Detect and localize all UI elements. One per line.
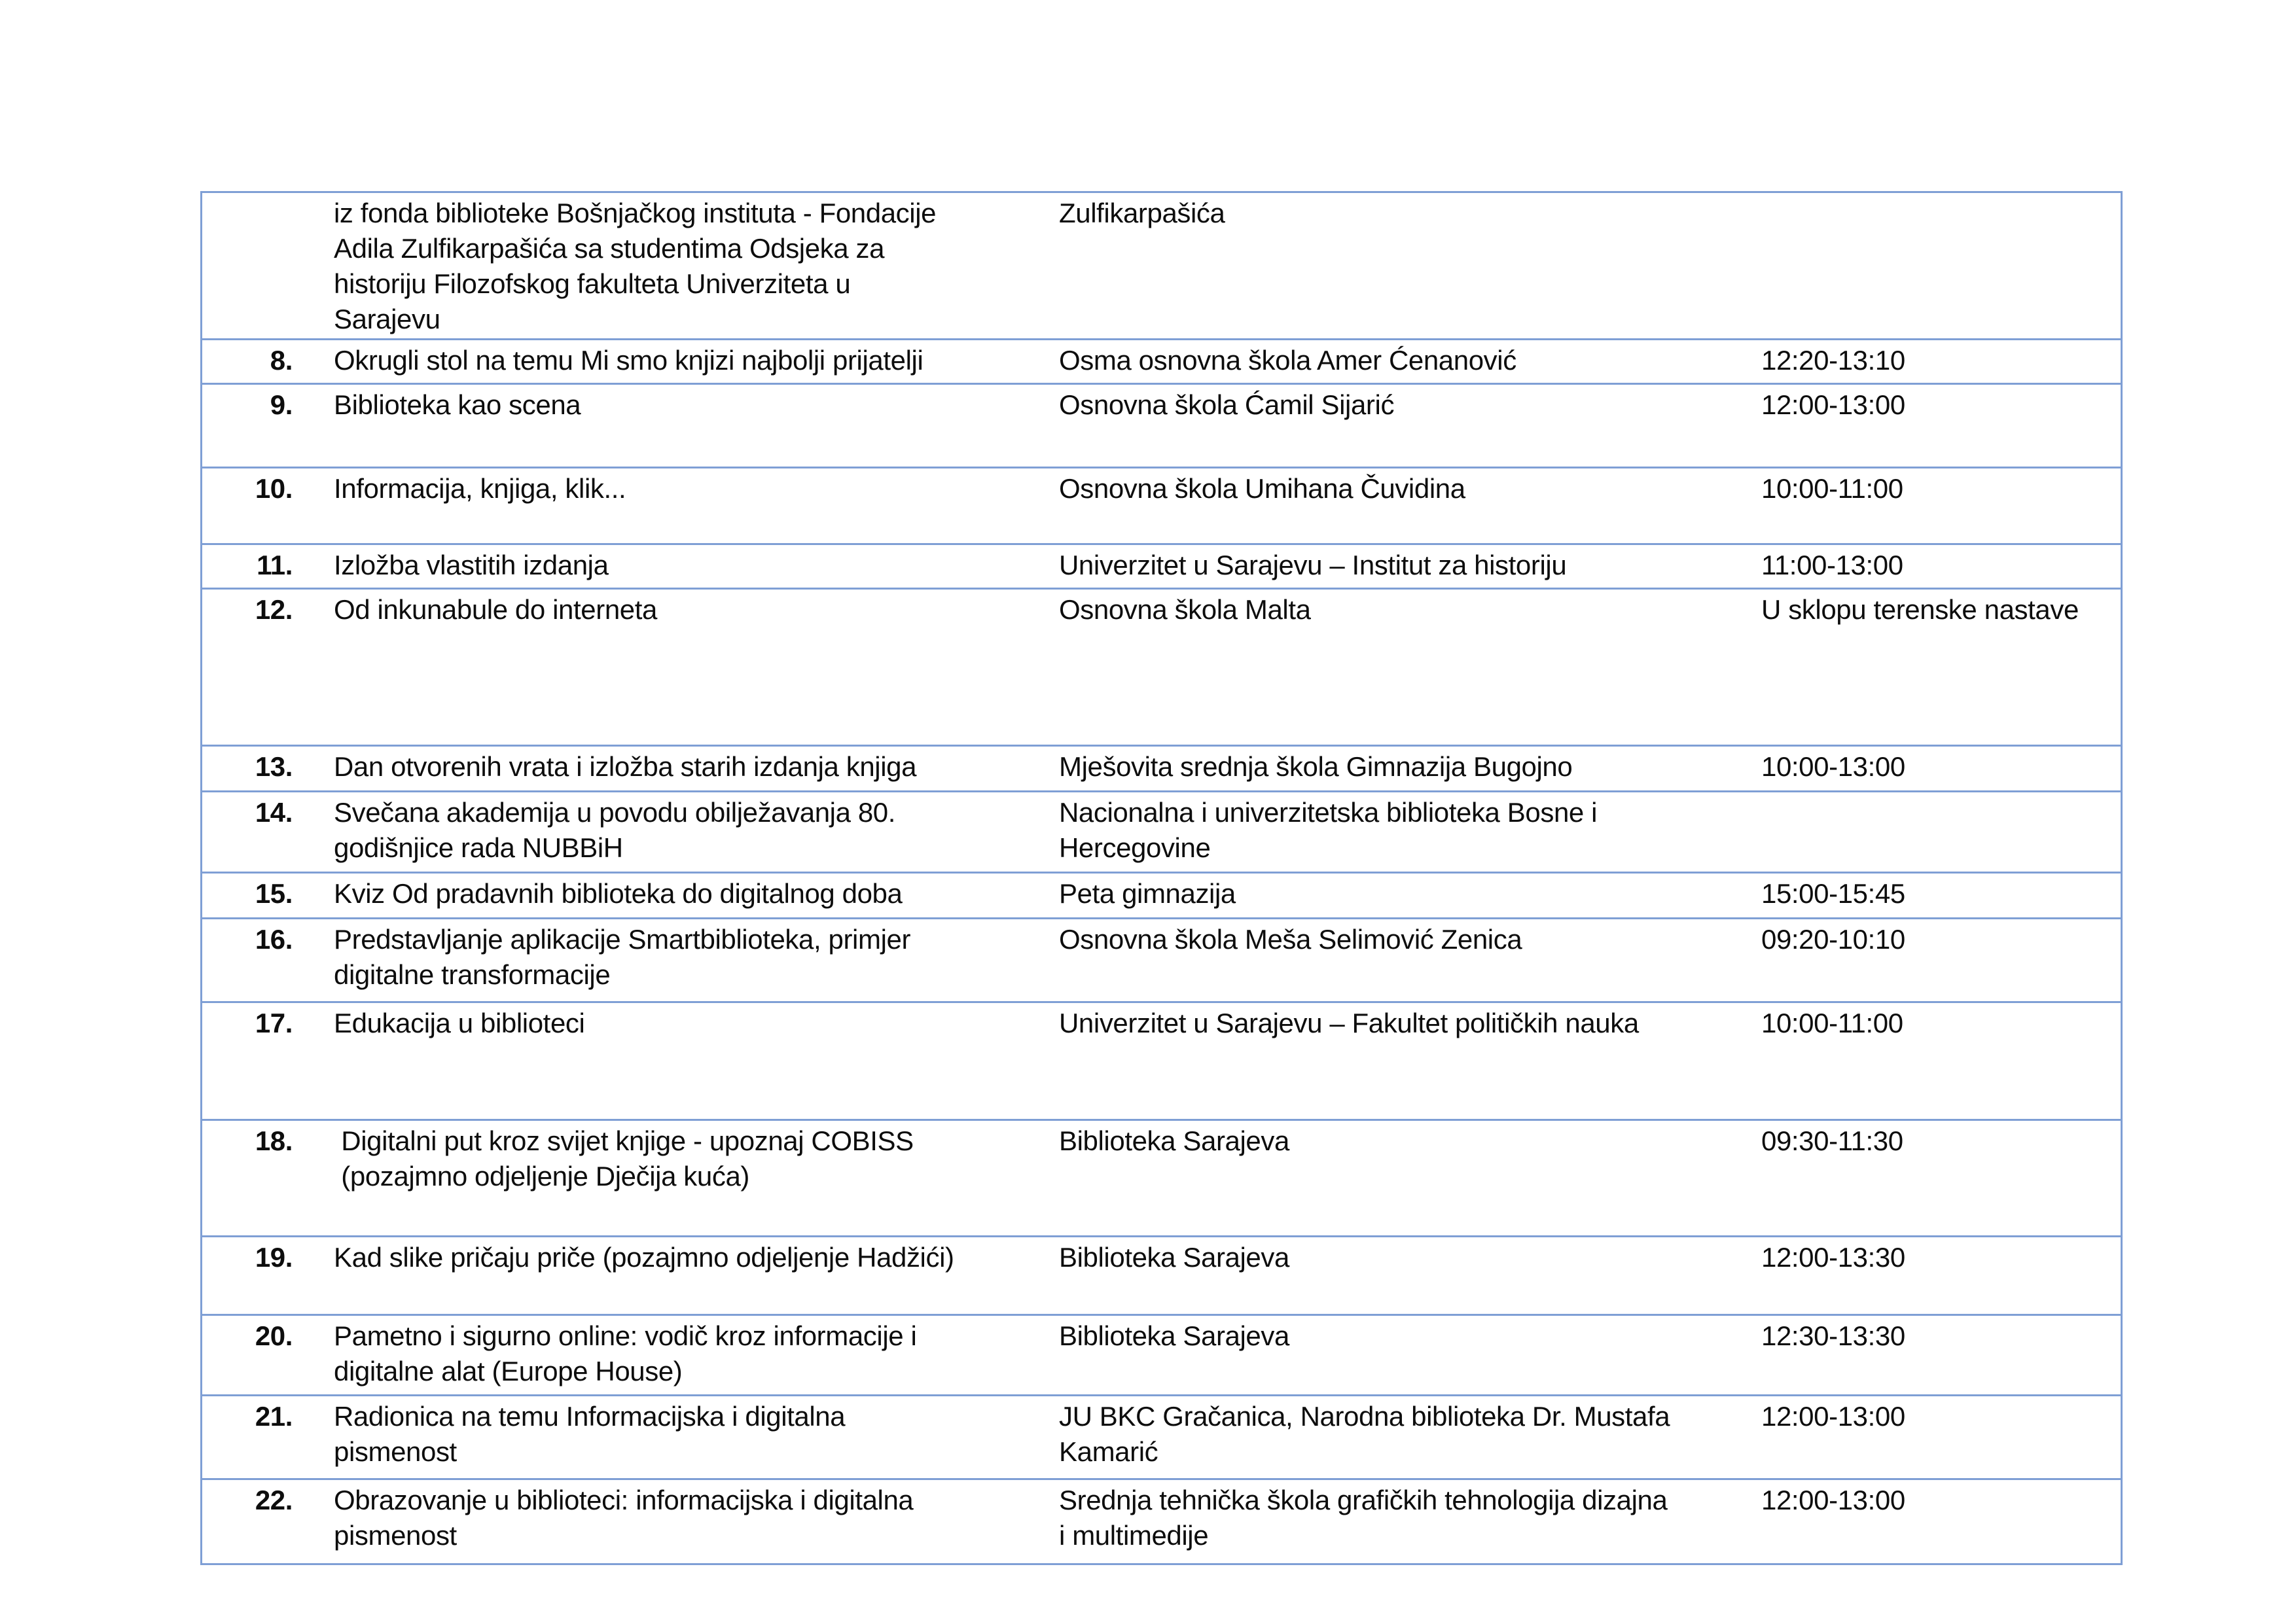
- time-cell: 12:00-13:00: [1761, 1485, 1905, 1515]
- institution-line: Univerzitet u Sarajevu – Institut za historiju: [1059, 550, 1567, 580]
- institution-line: Peta gimnazija: [1059, 878, 1236, 909]
- event-line: iz fonda biblioteke Bošnjačkog instituta - Fondacije: [334, 198, 937, 228]
- row-number-cell: 8.: [270, 345, 293, 376]
- time-cell: 10:00-11:00: [1761, 473, 1903, 504]
- institution-line: Biblioteka Sarajeva: [1059, 1242, 1289, 1273]
- time-cell: 11:00-13:00: [1761, 550, 1903, 580]
- institution-line: JU BKC Gračanica, Narodna biblioteka Dr. Mustafa: [1059, 1401, 1670, 1432]
- event-cell: [323, 1480, 1049, 1563]
- event-line: Dan otvorenih vrata i izložba starih izdanja knjiga: [334, 751, 917, 782]
- row-number-cell: 12.: [255, 594, 293, 625]
- row-number-cell: 22.: [255, 1485, 293, 1515]
- row-number-cell: 17.: [255, 1008, 293, 1038]
- institution-cell: [1049, 1316, 1756, 1394]
- institution-line: Nacionalna i univerzitetska biblioteka Bosne i: [1059, 797, 1598, 828]
- institution-line: i multimedije: [1059, 1520, 1209, 1551]
- table-row: [202, 1314, 2121, 1394]
- time-cell: 09:20-10:10: [1761, 924, 1905, 955]
- table-row: [202, 1394, 2121, 1478]
- institution-line: Zulfikarpašića: [1059, 198, 1225, 228]
- table-row: [202, 467, 2121, 543]
- institution-cell: [1049, 468, 1756, 543]
- table-row: [202, 338, 2121, 383]
- row-number-cell: 20.: [255, 1320, 293, 1351]
- event-cell: [323, 874, 1049, 917]
- institution-line: Mješovita srednja škola Gimnazija Bugojno: [1059, 751, 1573, 782]
- event-line: Sarajevu: [334, 304, 440, 334]
- institution-cell: [1049, 1396, 1756, 1478]
- event-line: Kad slike pričaju priče (pozajmno odjeljenje Hadžići): [334, 1242, 954, 1273]
- institution-cell: [1049, 545, 1756, 588]
- row-number-cell: [202, 193, 323, 338]
- event-cell: [323, 1121, 1049, 1235]
- table-row: [202, 543, 2121, 588]
- time-cell: [1756, 193, 2121, 338]
- time-cell: 12:20-13:10: [1761, 345, 1905, 376]
- institution-line: Osnovna škola Ćamil Sijarić: [1059, 389, 1395, 420]
- institution-line: Osnovna škola Umihana Čuvidina: [1059, 473, 1465, 504]
- table-row: [202, 588, 2121, 745]
- event-line: Izložba vlastitih izdanja: [334, 550, 609, 580]
- event-line: (pozajmno odjeljenje Dječija kuća): [334, 1161, 750, 1192]
- event-line: Pametno i sigurno online: vodič kroz informacije i: [334, 1320, 917, 1351]
- table-row: [202, 1235, 2121, 1314]
- institution-cell: [1049, 1480, 1756, 1563]
- time-cell: 12:00-13:00: [1761, 389, 1905, 420]
- table-row: [202, 872, 2121, 917]
- time-cell: 09:30-11:30: [1761, 1125, 1903, 1156]
- institution-line: Osnovna škola Meša Selimović Zenica: [1059, 924, 1522, 955]
- event-line: Okrugli stol na temu Mi smo knjizi najbolji prijatelji: [334, 345, 924, 376]
- table-row: [202, 790, 2121, 872]
- event-cell: [323, 747, 1049, 790]
- institution-line: Hercegovine: [1059, 832, 1211, 863]
- event-cell: [323, 1316, 1049, 1394]
- row-number-cell: 16.: [255, 924, 293, 955]
- event-line: Edukacija u biblioteci: [334, 1008, 585, 1038]
- institution-cell: [1049, 590, 1756, 745]
- time-cell: 10:00-11:00: [1761, 1008, 1903, 1038]
- table-row: [202, 1119, 2121, 1235]
- institution-line: Biblioteka Sarajeva: [1059, 1125, 1289, 1156]
- event-line: Svečana akademija u povodu obilježavanja 80.: [334, 797, 896, 828]
- institution-cell: [1049, 1003, 1756, 1119]
- event-cell: [323, 1237, 1049, 1314]
- event-line: Radionica na temu Informacijska i digitalna: [334, 1401, 846, 1432]
- institution-line: Biblioteka Sarajeva: [1059, 1320, 1289, 1351]
- event-cell: [323, 1396, 1049, 1478]
- row-number-cell: 15.: [255, 878, 293, 909]
- institution-cell: [1049, 385, 1756, 467]
- event-cell: [323, 385, 1049, 467]
- row-number-cell: 13.: [255, 751, 293, 782]
- time-cell: [1756, 792, 2121, 872]
- row-number-cell: 9.: [270, 389, 293, 420]
- event-line: pismenost: [334, 1520, 457, 1551]
- event-cell: [323, 590, 1049, 745]
- institution-line: Osma osnovna škola Amer Ćenanović: [1059, 345, 1516, 376]
- institution-cell: [1049, 340, 1756, 383]
- event-line: digitalne transformacije: [334, 959, 611, 990]
- event-cell: [323, 919, 1049, 1001]
- institution-cell: [1049, 792, 1756, 872]
- event-line: Digitalni put kroz svijet knjige - upoznaj COBISS: [334, 1125, 914, 1156]
- row-number-cell: 10.: [255, 473, 293, 504]
- table-row: [202, 1001, 2121, 1119]
- time-cell: 12:00-13:00: [1761, 1401, 1905, 1432]
- time-cell: 15:00-15:45: [1761, 878, 1905, 909]
- time-cell: 12:00-13:30: [1761, 1242, 1905, 1273]
- institution-line: Univerzitet u Sarajevu – Fakultet političkih nauka: [1059, 1008, 1639, 1038]
- institution-cell: [1049, 193, 1756, 338]
- event-line: digitalne alat (Europe House): [334, 1356, 683, 1386]
- time-cell: 12:30-13:30: [1761, 1320, 1905, 1351]
- event-line: godišnjice rada NUBBiH: [334, 832, 623, 863]
- event-line: historiju Filozofskog fakulteta Univerziteta u: [334, 268, 851, 299]
- event-line: Kviz Od pradavnih biblioteka do digitalnog doba: [334, 878, 903, 909]
- event-cell: [323, 792, 1049, 872]
- row-number-cell: 18.: [255, 1125, 293, 1156]
- institution-line: Osnovna škola Malta: [1059, 594, 1311, 625]
- institution-cell: [1049, 747, 1756, 790]
- event-cell: [323, 468, 1049, 543]
- event-line: Informacija, knjiga, klik...: [334, 473, 626, 504]
- row-number-cell: 11.: [257, 550, 293, 580]
- event-line: Obrazovanje u biblioteci: informacijska i digitalna: [334, 1485, 914, 1515]
- schedule-table: [200, 191, 2123, 1565]
- row-number-cell: 14.: [255, 797, 293, 828]
- table-row: [202, 383, 2121, 467]
- event-line: Predstavljanje aplikacije Smartbiblioteka, primjer: [334, 924, 911, 955]
- table-row: [202, 193, 2121, 338]
- event-line: Biblioteka kao scena: [334, 389, 581, 420]
- event-cell: [323, 340, 1049, 383]
- event-line: Adila Zulfikarpašića sa studentima Odsjeka za: [334, 233, 885, 264]
- institution-line: Kamarić: [1059, 1436, 1158, 1467]
- institution-cell: [1049, 1121, 1756, 1235]
- time-cell: U sklopu terenske nastave: [1761, 594, 2079, 625]
- institution-line: Srednja tehnička škola grafičkih tehnologija dizajna: [1059, 1485, 1668, 1515]
- table-row: [202, 745, 2121, 790]
- table-row: [202, 917, 2121, 1001]
- table-row: [202, 1478, 2121, 1563]
- event-line: Od inkunabule do interneta: [334, 594, 657, 625]
- institution-cell: [1049, 919, 1756, 1001]
- time-cell: 10:00-13:00: [1761, 751, 1905, 782]
- institution-cell: [1049, 874, 1756, 917]
- row-number-cell: 21.: [255, 1401, 293, 1432]
- event-cell: [323, 1003, 1049, 1119]
- event-cell: [323, 193, 1049, 338]
- event-cell: [323, 545, 1049, 588]
- row-number-cell: 19.: [255, 1242, 293, 1273]
- event-line: pismenost: [334, 1436, 457, 1467]
- institution-cell: [1049, 1237, 1756, 1314]
